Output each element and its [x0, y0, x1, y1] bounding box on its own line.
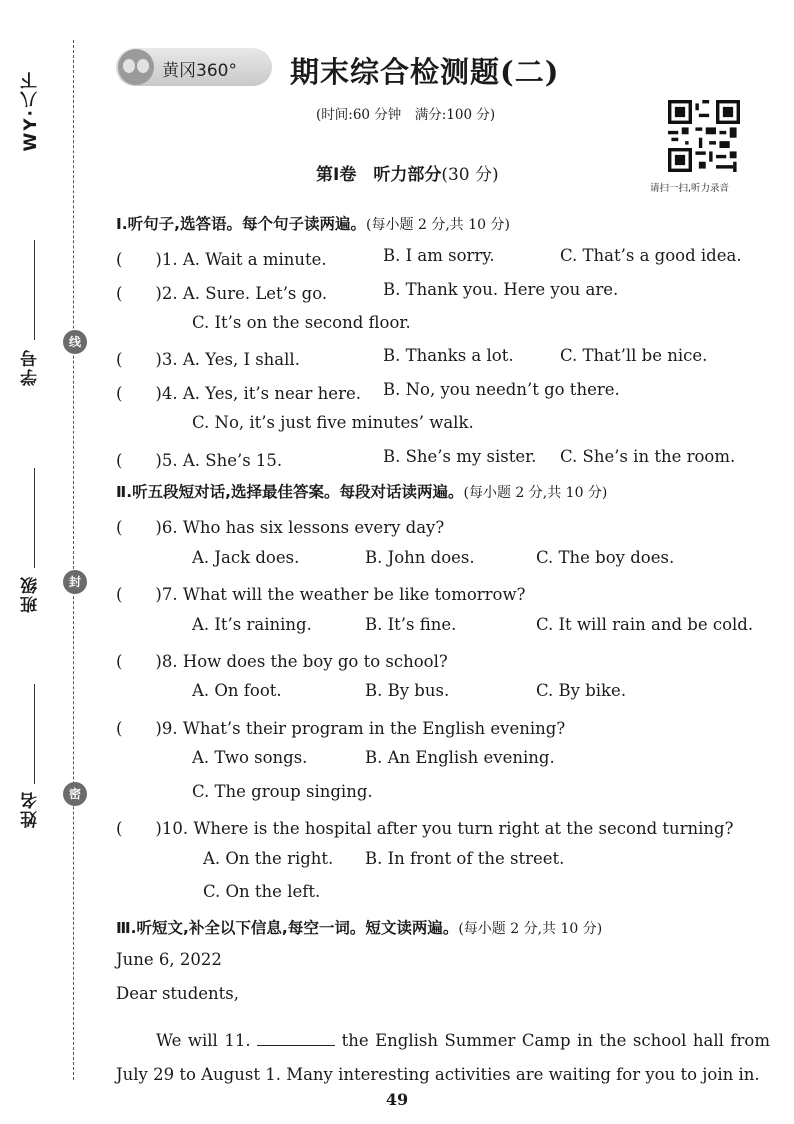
q9-option-a: A. Two songs. [192, 748, 308, 767]
q1-stem: ( )1. A. Wait a minute. [116, 250, 327, 269]
student-id-label: 学号 [21, 348, 41, 386]
q4-option-c: C. No, it’s just five minutes’ walk. [192, 413, 474, 432]
q5-option-c: C. She’s in the room. [560, 447, 736, 466]
page-title: 期末综合检测题(二) [290, 55, 560, 89]
q8-option-c: C. By bike. [536, 681, 627, 700]
q10-option-a: A. On the right. [203, 849, 334, 868]
paragraph-rest: the English Summer Camp in the school hall from July 29 to August 1. Many interesting activities are waiting for you to join in. [116, 1031, 770, 1084]
q10-stem: ( )10. Where is the hospital after you turn right at the second turning? [116, 819, 734, 838]
q6-stem: ( )6. Who has six lessons every day? [116, 518, 445, 537]
part3-heading [116, 916, 602, 938]
binding-dashed-line [73, 40, 74, 1080]
q7-option-b: B. It’s fine. [365, 615, 457, 634]
answer-blank-11[interactable] [257, 1031, 335, 1046]
part2-heading [116, 480, 607, 502]
q4-stem: ( )4. A. Yes, it’s near here. [116, 384, 361, 403]
part2-heading-text: Ⅱ.听五段短对话,选择最佳答案。每段对话读两遍。 [116, 483, 464, 501]
q6-option-c: C. The boy does. [536, 548, 675, 567]
q10-option-c: C. On the left. [203, 882, 321, 901]
exam-time-score: (时间:60 分钟 满分:100 分) [316, 107, 496, 123]
q2-option-b: B. Thank you. Here you are. [383, 280, 619, 299]
qr-code-icon[interactable] [668, 100, 740, 172]
section-score: (30 分) [441, 165, 499, 185]
letter-date: June 6, 2022 [116, 950, 222, 969]
brand-text: 黄冈360° [162, 61, 237, 81]
q10-option-b: B. In front of the street. [365, 849, 565, 868]
q8-stem: ( )8. How does the boy go to school? [116, 652, 448, 671]
seal-mi-marker: 密 [63, 782, 87, 806]
part1-heading [116, 212, 510, 234]
student-id-blank [34, 240, 35, 340]
q2-stem: ( )2. A. Sure. Let’s go. [116, 284, 328, 303]
part3-heading-text: Ⅲ.听短文,补全以下信息,每空一词。短文读两遍。 [116, 919, 459, 937]
grade-label: WY·八下 [21, 70, 41, 152]
q9-option-c: C. The group singing. [192, 782, 373, 801]
q1-option-b: B. I am sorry. [383, 246, 495, 265]
qr-caption: 请扫一扫,听力录音 [650, 183, 730, 194]
class-label: 班级 [21, 575, 41, 613]
brand-logo-icon [118, 49, 154, 85]
section-title: 第Ⅰ卷 听力部分 [316, 165, 442, 185]
q6-option-b: B. John does. [365, 548, 475, 567]
q7-option-c: C. It will rain and be cold. [536, 615, 754, 634]
section-heading [316, 160, 499, 185]
q6-option-a: A. Jack does. [192, 548, 300, 567]
part2-score-note: (每小题 2 分,共 10 分) [463, 485, 608, 501]
letter-paragraph [116, 1024, 770, 1091]
paragraph-lead: We will 11. [156, 1031, 251, 1050]
q2-option-c: C. It’s on the second floor. [192, 313, 411, 332]
seal-seal-marker: 封 [63, 570, 87, 594]
q4-option-b: B. No, you needn’t go there. [383, 380, 620, 399]
brand-badge [116, 48, 272, 86]
q8-option-a: A. On foot. [192, 681, 282, 700]
q1-option-c: C. That’s a good idea. [560, 246, 742, 265]
name-blank [34, 684, 35, 784]
letter-greeting: Dear students, [116, 984, 239, 1003]
q9-option-b: B. An English evening. [365, 748, 555, 767]
part1-heading-text: Ⅰ.听句子,选答语。每个句子读两遍。 [116, 215, 367, 233]
q3-option-b: B. Thanks a lot. [383, 346, 514, 365]
q7-stem: ( )7. What will the weather be like tomorrow? [116, 585, 526, 604]
q3-option-c: C. That’ll be nice. [560, 346, 708, 365]
q3-stem: ( )3. A. Yes, I shall. [116, 350, 300, 369]
q9-stem: ( )9. What’s their program in the English evening? [116, 719, 566, 738]
part1-score-note: (每小题 2 分,共 10 分) [366, 217, 510, 233]
q8-option-b: B. By bus. [365, 681, 450, 700]
page-number: 49 [385, 1090, 409, 1109]
q7-option-a: A. It’s raining. [192, 615, 312, 634]
name-label: 姓名 [21, 790, 41, 828]
part3-score-note: (每小题 2 分,共 10 分) [458, 921, 603, 937]
class-blank [34, 468, 35, 568]
q5-stem: ( )5. A. She’s 15. [116, 451, 283, 470]
seal-line-marker: 线 [63, 330, 87, 354]
q5-option-b: B. She’s my sister. [383, 447, 537, 466]
